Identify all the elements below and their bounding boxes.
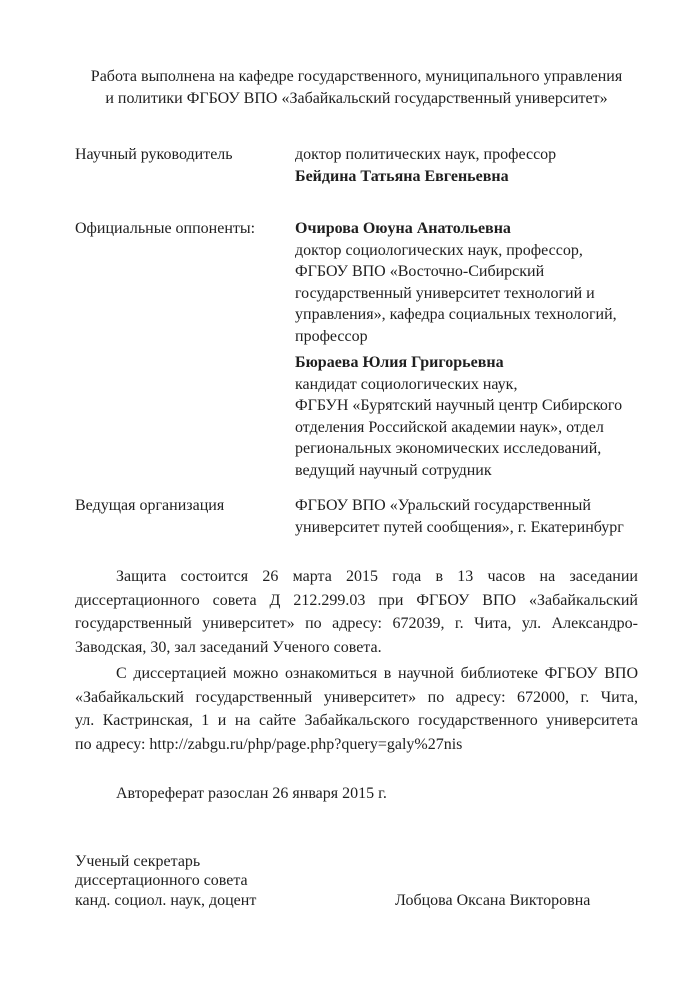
autoref-sent-line: Автореферат разослан 26 января 2015 г. [116, 785, 387, 802]
leading-org-value [295, 495, 638, 538]
defense-line-3: государственный университет» по адресу: 672039, г. Чита, ул. Александро- [75, 615, 638, 632]
secretary-line-2: диссертационного совета [75, 872, 248, 889]
header-line-1: Работа выполнена на кафедре государственного, муниципального управления [90, 68, 623, 85]
defense-line-1: Защита состоится 26 марта 2015 года в 13 часов на заседании [116, 568, 638, 585]
supervisor-degree: доктор политических наук, профессор [295, 146, 557, 163]
supervisor-value [295, 144, 638, 187]
opponent-1-block [295, 218, 638, 347]
opponent-2-line-5: ведущий научный сотрудник [295, 461, 492, 479]
opponent-2-line-3: отделения Российской академии наук», отдел [295, 418, 604, 436]
opponent-1-line-5: профессор [295, 327, 368, 345]
opponent-2-name: Бюраева Юлия Григорьевна [295, 354, 504, 371]
secretary-name: Лобцова Оксана Викторовна [395, 891, 591, 909]
header-line-2: и политики ФГБОУ ВПО «Забайкальский государственный университет» [105, 90, 608, 107]
supervisor-name: Бейдина Татьяна Евгеньевна [295, 167, 509, 185]
opponents-label: Официальные оппоненты: [75, 220, 256, 237]
opponent-1-line-1: доктор социологических наук, профессор, [295, 241, 583, 259]
opponent-2-line-4: региональных экономических исследований, [295, 440, 602, 457]
header-note [75, 66, 638, 110]
library-line-1: С диссертацией можно ознакомиться в научной библиотеке ФГБОУ ВПО [116, 665, 638, 682]
library-line-3: ул. Кастринская, 1 и на сайте Забайкальского государственного университета [75, 712, 638, 729]
opponent-1-line-3: государственный университет технологий и [295, 284, 595, 302]
defense-line-4: Заводская, 30, зал заседаний Ученого совета. [75, 638, 382, 656]
opponent-1-name: Очирова Оюуна Анатольевна [295, 220, 511, 237]
opponent-1-line-4: управления», кафедра социальных технологий, [295, 306, 617, 323]
supervisor-row [75, 144, 638, 187]
opponent-2-line-2: ФГБУН «Бурятский научный центр Сибирского [295, 397, 623, 414]
opponent-2-block [295, 352, 638, 481]
library-line-url: по адресу: http://zabgu.ru/php/page.php?query=galy%27nis [75, 735, 463, 753]
opponents-row [75, 218, 638, 347]
leading-org-line-2: университет путей сообщения», г. Екатеринбург [295, 518, 624, 536]
supervisor-label: Научный руководитель [75, 146, 233, 163]
opponent-2-line-1: кандидат социологических наук, [295, 375, 518, 393]
opponent-1-line-2: ФГБОУ ВПО «Восточно-Сибирский [295, 263, 545, 280]
page-content [0, 66, 700, 910]
leading-org-row [75, 495, 638, 538]
leading-org-line-1: ФГБОУ ВПО «Уральский государственный [295, 497, 591, 514]
secretary-line-3: канд. социол. наук, доцент [75, 891, 257, 909]
library-paragraph [75, 662, 638, 756]
library-line-2: «Забайкальский государственный университет» по адресу: 672000, г. Чита, [75, 688, 638, 706]
secretary-line-1: Ученый секретарь [75, 852, 201, 870]
defense-line-2: диссертационного совета Д 212.299.03 при ФГБОУ ВПО «Забайкальский [75, 591, 638, 609]
defense-paragraph [75, 565, 638, 659]
secretary-block [75, 852, 638, 911]
leading-org-label: Ведущая организация [75, 497, 225, 514]
